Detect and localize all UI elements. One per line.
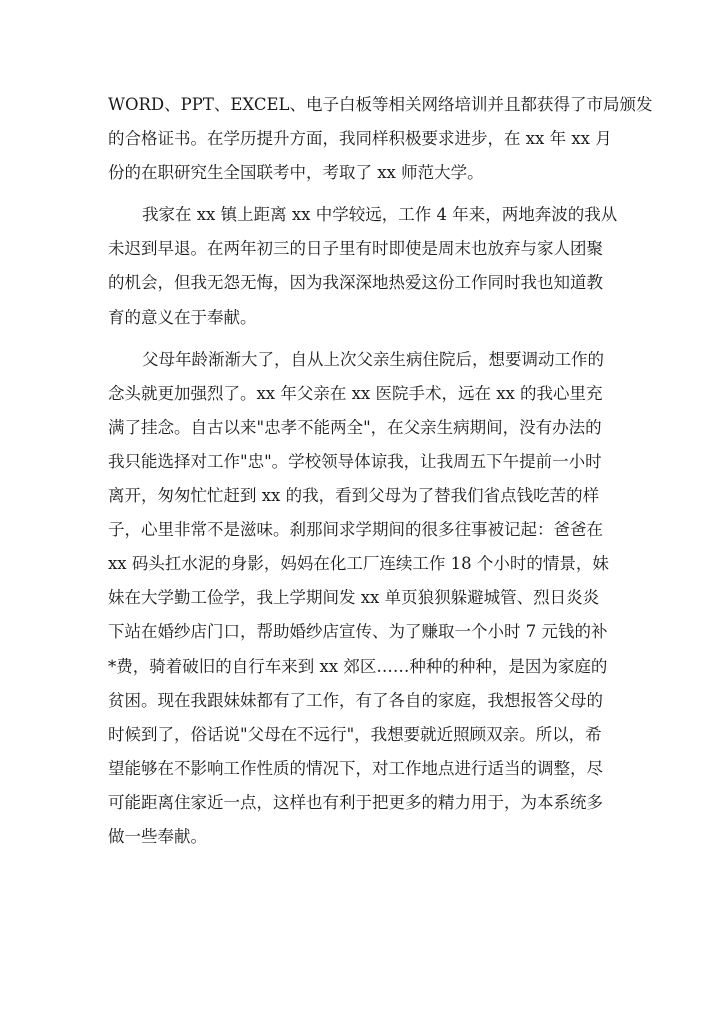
text-line: 念头就更加强烈了。xx 年父亲在 xx 医院手术，远在 xx 的我心里充 — [108, 383, 603, 403]
text-line: 妹在大学勤工俭学，我上学期间发 xx 单页狼狈躲避城管、烈日炎炎 — [108, 588, 600, 608]
text-line: 满了挂念。自古以来"忠孝不能两全"，在父亲生病期间，没有办法的 — [108, 417, 602, 437]
text-line: 我只能选择对工作"忠"。学校领导体谅我，让我周五下午提前一小时 — [108, 451, 602, 471]
text-line: 做一些奉献。 — [108, 826, 207, 846]
text-line: 望能够在不影响工作性质的情况下，对工作地点进行适当的调整，尽 — [108, 758, 603, 778]
text-line: 未迟到早退。在两年初三的日子里有时即使是周末也放弃与家人团聚 — [108, 239, 603, 259]
text-line: 时候到了，俗话说"父母在不远行"，我想要就近照顾双亲。所以，希 — [108, 724, 602, 744]
text-line: 贫困。现在我跟妹妹都有了工作，有了各自的家庭，我想报答父母的 — [108, 690, 603, 710]
text-line: 育的意义在于奉献。 — [108, 307, 257, 327]
paragraph-1 — [108, 88, 653, 190]
text-line: 离开，匆匆忙忙赶到 xx 的我，看到父母为了替我们省点钱吃苦的样 — [108, 486, 600, 506]
text-line: WORD、PPT、EXCEL、电子白板等相关网络培训并且都获得了市局颁发 — [108, 95, 653, 114]
text-line: *费，骑着破旧的自行车来到 xx 郊区……种种的种种，是因为家庭的 — [108, 656, 608, 676]
text-line: 子，心里非常不是滋味。刹那间求学期间的很多往事被记起：爸爸在 — [108, 520, 603, 540]
text-line: 的机会，但我无怨无悔，因为我深深地热爱这份工作同时我也知道教 — [108, 273, 603, 293]
text-line: 父母年龄渐渐大了，自从上次父亲生病住院后，想要调动工作的 — [142, 349, 604, 369]
text-line: 下站在婚纱店门口，帮助婚纱店宣传、为了赚取一个小时 7 元钱的补 — [108, 622, 608, 642]
text-line: 我家在 xx 镇上距离 xx 中学较远，工作 4 年来，两地奔波的我从 — [142, 205, 618, 225]
text-line: 的合格证书。在学历提升方面，我同样积极要求进步，在 xx 年 xx 月 — [108, 129, 612, 149]
body-text — [108, 88, 653, 862]
paragraph-2 — [108, 198, 618, 334]
text-line: xx 码头扛水泥的身影，妈妈在化工厂连续工作 18 个小时的情景，妹 — [108, 554, 609, 574]
text-line: 可能距离住家近一点，这样也有利于把更多的精力用于，为本系统多 — [108, 792, 603, 812]
paragraph-3 — [108, 343, 614, 854]
text-line: 份的在职研究生全国联考中，考取了 xx 师范大学。 — [108, 163, 484, 183]
